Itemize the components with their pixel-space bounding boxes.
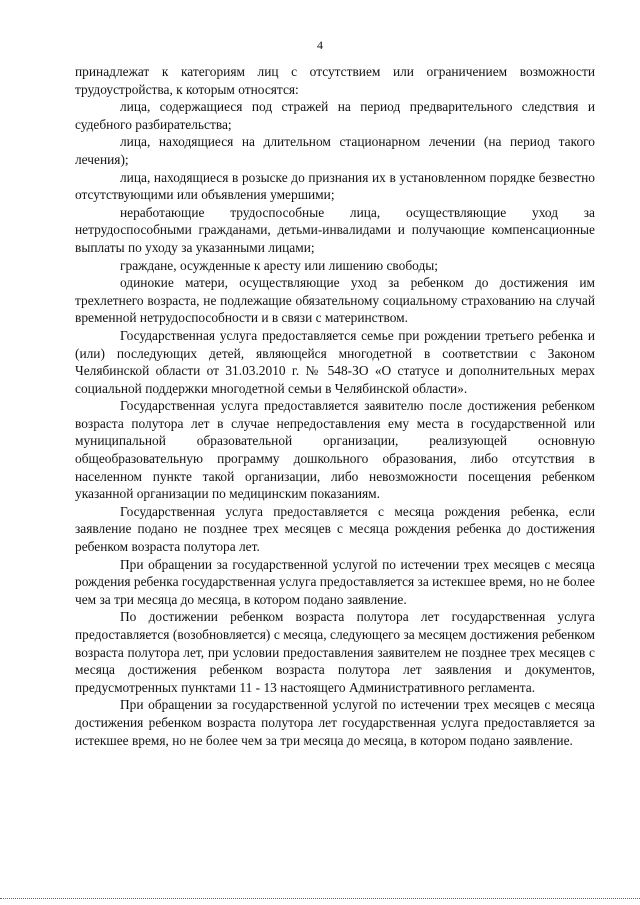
paragraph-late-application-birth: При обращении за государственной услугой по истечении трех месяцев с месяца рождения ребенка государственная услуга предоставляется за истекшее время, но не более чем за три месяца до месяца, в котором подано заявление.	[75, 556, 595, 607]
paragraph-caregivers: неработающие трудоспособные лица, осуществляющие уход за нетрудоспособными гражданами, детьми-инвалидами и получающие компенсационные выплаты по уходу за указанными лицами;	[75, 204, 595, 255]
page-bottom-edge	[0, 898, 640, 901]
page-number: 4	[317, 38, 323, 52]
paragraph-from-birth-month: Государственная услуга предоставляется с месяца рождения ребенка, если заявление подано не позднее трех месяцев с месяца рождения ребенка до достижения ребенком возраста полутора лет.	[75, 503, 595, 555]
paragraph-after-one-and-half-years: Государственная услуга предоставляется заявителю после достижения ребенком возраста полутора лет в случае непредоставления ему места в государственной или муниципальной образовательной организации, реализующей основную общеобразовательную программу дошкольного образования, либо отсутствия в населенном пункте такой организации, либо невозможности посещения ребенком указанной организации по медицинским показаниям.	[75, 398, 595, 502]
paragraph-convicted-persons: граждане, осужденные к аресту или лишению свободы;	[120, 257, 438, 273]
paragraph-late-application-resumption: При обращении за государственной услугой по истечении трех месяцев с месяца достижения ребенком возраста полутора лет государственная услуга предоставляется за истекшее время, но не более чем за три месяца до месяца, в котором подано заявление.	[75, 697, 595, 748]
paragraph-continuation: принадлежат к категориям лиц с отсутствием или ограничением возможности трудоустройства, к которым относятся:	[75, 64, 595, 97]
paragraph-inpatient-persons: лица, находящиеся на длительном стационарном лечении (на период такого лечения);	[75, 134, 595, 167]
paragraph-detained-persons: лица, содержащиеся под стражей на период предварительного следствия и судебного разбирательства;	[75, 99, 595, 132]
paragraph-resumption: По достижении ребенком возраста полутора лет государственная услуга предоставляется (возобновляется) с месяца, следующего за месяцем достижения ребенком возраста полутора лет, при условии предоставления заявителем не позднее трех месяцев с месяца достижения ребенком возраста полутора лет заявления и документов, предусмотренных пунктами 11 - 13 настоящего Административного регламента.	[75, 609, 595, 695]
paragraph-wanted-persons: лица, находящиеся в розыске до признания их в установленном порядке безвестно отсутствующими или объявления умершими;	[75, 169, 595, 203]
document-body	[75, 63, 595, 749]
paragraph-single-mothers: одинокие матери, осуществляющие уход за ребенком до достижения им трехлетнего возраста, не подлежащие обязательному социальному страхованию на случай временной нетрудоспособности и в связи с материнством.	[75, 275, 595, 326]
paragraph-large-family: Государственная услуга предоставляется семье при рождении третьего ребенка и (или) последующих детей, являющейся многодетной в соответствии с Законом Челябинской области от 31.03.2010 г. № 548-ЗО «О статусе и дополнительных мерах социальной поддержки многодетной семьи в Челябинской области».	[75, 327, 595, 396]
